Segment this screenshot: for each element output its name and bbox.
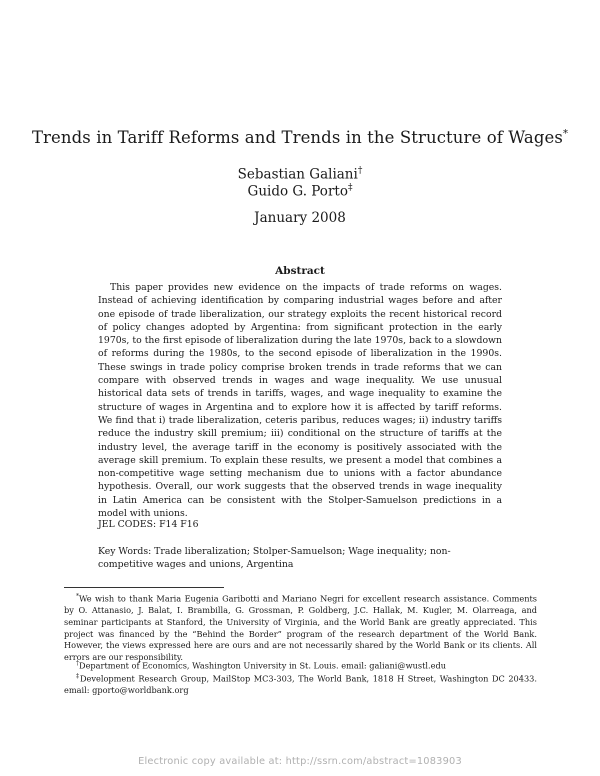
ssrn-watermark: Electronic copy available at: http://ssrn.com/abstract=1083903 xyxy=(138,756,462,767)
footnote-mark: * xyxy=(76,593,79,600)
footnote-text: Department of Economics, Washington University in St. Louis. email: galiani@wustl.edu xyxy=(79,660,446,671)
author-1 xyxy=(0,166,600,183)
footnote-text: We wish to thank Maria Eugenia Garibotti and Mariano Negri for excellent research assistance. Comments by O. Attanasio, J. Balat, I. Brambilla, G. Grossman, P. Goldberg, J.C. Hallak, M. Kugler, M. Olarreaga, and seminar participants at Stanford, the University of Virginia, and the World Bank are greatly appreciated. This project was financed by the “Behind the Border” program of the research department of the World Bank. However, the views expressed here are ours and are not necessarily shared by the World Bank or its clients. All errors are our responsibility. xyxy=(64,593,537,662)
author-footnote-mark: ‡ xyxy=(347,183,353,193)
footnote-divider xyxy=(64,587,224,588)
author-2 xyxy=(0,183,600,200)
footnote-acknowledgements xyxy=(64,591,537,663)
title-text: Trends in Tariff Reforms and Trends in the Structure of Wages xyxy=(31,128,563,147)
publication-date: January 2008 xyxy=(254,210,346,226)
abstract-heading: Abstract xyxy=(275,265,325,277)
footnote-text: Development Research Group, MailStop MC3-303, The World Bank, 1818 H Street, Washington DC 20433. email: gporto@worldbank.org xyxy=(64,673,537,696)
paper-title xyxy=(0,128,600,147)
footnote-mark: ‡ xyxy=(76,673,80,680)
footnote-mark: † xyxy=(76,660,79,667)
title-footnote-mark: * xyxy=(562,128,569,140)
abstract-body: This paper provides new evidence on the impacts of trade reforms on wages. Instead of achieving identification by comparing industrial wages before and after one episode of trade liberalization, our strategy exploits the recent historical record of policy changes adopted by Argentina: from significant protection in the early 1970s, to the first episode of liberalization during the late 1970s, back to a slowdown of reforms during the 1980s, to the second episode of liberalization in the 1990s. These swings in trade policy comprise broken trends in trade reforms that we can compare with observed trends in wages and wage inequality. We use unusual historical data sets of trends in tariffs, wages, and wage inequality to examine the structure of wages in Argentina and to explore how it is affected by tariff reforms. We find that i) trade liberalization, ceteris paribus, reduces wages; ii) industry tariffs reduce the industry skill premium; iii) conditional on the structure of tariffs at the industry level, the average tariff in the economy is positively associated with the average skill premium. To explain these results, we present a model that combines a non-competitive wage setting mechanism due to unions with a factor abundance hypothesis. Overall, our work suggests that the observed trends in wage inequality in Latin America can be consistent with the Stolper-Samuelson predictions in a model with unions. xyxy=(98,282,502,520)
author-name: Guido G. Porto xyxy=(247,183,348,200)
jel-codes: JEL CODES: F14 F16 xyxy=(98,519,199,530)
footnote-author-2 xyxy=(64,671,537,697)
author-footnote-mark: † xyxy=(357,166,363,176)
author-name: Sebastian Galiani xyxy=(237,166,358,183)
key-words: Key Words: Trade liberalization; Stolper-Samuelson; Wage inequality; non-competitive wages and unions, Argentina xyxy=(98,546,451,571)
